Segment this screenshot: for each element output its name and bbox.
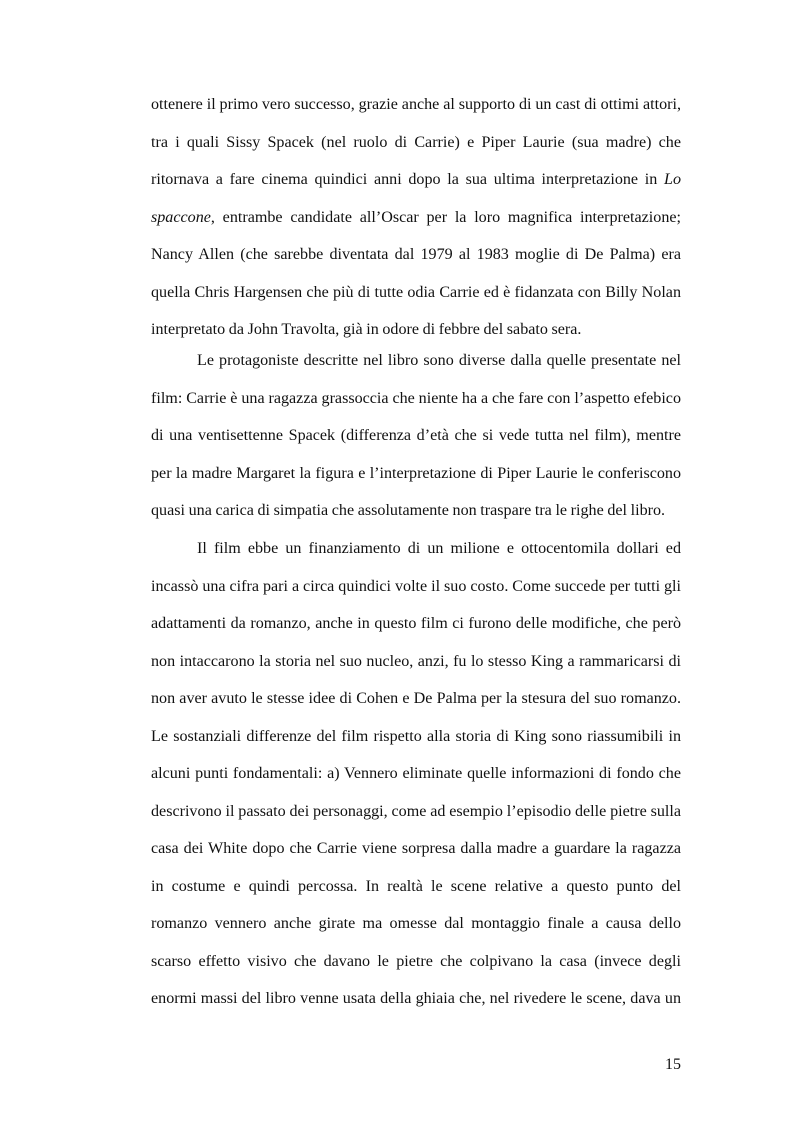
text-line: ottenere il primo vero successo, grazie anche al supporto di un cast di ottimi attori, [151, 96, 681, 113]
page-number: 15 [665, 1056, 681, 1073]
text-line: enormi massi del libro venne usata della ghiaia che, nel rivedere le scene, dava un [151, 990, 681, 1007]
text-line: adattamenti da romanzo, anche in questo film ci furono delle modifiche, che però [151, 615, 681, 632]
paragraph-2 [151, 348, 681, 536]
text-line: di una ventisettenne Spacek (differenza d’età che si vede tutta nel film), mentre [151, 427, 681, 444]
text-line: romanzo vennero anche girate ma omesse dal montaggio finale a causa dello [151, 915, 681, 932]
text-line: interpretato da John Travolta, già in odore di febbre del sabato sera. [151, 321, 582, 338]
text-line: alcuni punti fondamentali: a) Vennero eliminate quelle informazioni di fondo che [151, 765, 681, 782]
paragraph-1 [151, 92, 681, 355]
text-line: scarso effetto visivo che davano le pietre che colpivano la casa (invece degli [151, 952, 681, 970]
text-line: tra i quali Sissy Spacek (nel ruolo di Carrie) e Piper Laurie (sua madre) che [151, 133, 681, 151]
text-line: Le protagoniste descritte nel libro sono diverse dalla quelle presentate nel [197, 352, 681, 369]
text-line: Le sostanziali differenze del film rispetto alla storia di King sono riassumibili in [151, 727, 681, 745]
text-line: descrivono il passato dei personaggi, come ad esempio l’episodio delle pietre sulla [151, 802, 681, 820]
text-run: ritornava a fare cinema quindici anni dopo la sua ultima interpretazione in [151, 171, 664, 188]
text-line: casa dei White dopo che Carrie viene sorpresa dalla madre a guardare la ragazza [151, 840, 681, 857]
text-line: per la madre Margaret la figura e l’interpretazione di Piper Laurie le conferiscono [151, 464, 681, 482]
text-line: in costume e quindi percossa. In realtà le scene relative a questo punto del [151, 877, 681, 895]
text-line: non intaccarono la storia nel suo nucleo, anzi, fu lo stesso King a rammaricarsi di [151, 652, 681, 670]
text-line [151, 205, 681, 243]
text-line: non aver avuto le stesse idee di Cohen e De Palma per la stesura del suo romanzo. [151, 690, 681, 707]
text-line: film: Carrie è una ragazza grassoccia che niente ha a che fare con l’aspetto efebico [151, 389, 681, 407]
text-line: quella Chris Hargensen che più di tutte odia Carrie ed è fidanzata con Billy Nolan [151, 283, 681, 301]
text-run: , entrambe candidate all’Oscar per la loro magnifica interpretazione; [210, 208, 681, 226]
text-line: Il film ebbe un finanziamento di un milione e ottocentomila dollari ed [197, 540, 681, 557]
text-line: Nancy Allen (che sarebbe diventata dal 1979 al 1983 moglie di De Palma) era [151, 246, 681, 263]
paragraph-3 [151, 536, 681, 1024]
text-line [151, 167, 681, 205]
text-line: incassò una cifra pari a circa quindici volte il suo costo. Come succede per tutti gli [151, 577, 681, 595]
text-line: quasi una carica di simpatia che assolutamente non traspare tra le righe del libro. [151, 502, 666, 519]
italic-title: Lo [664, 171, 681, 188]
italic-title: spaccone [151, 208, 211, 226]
